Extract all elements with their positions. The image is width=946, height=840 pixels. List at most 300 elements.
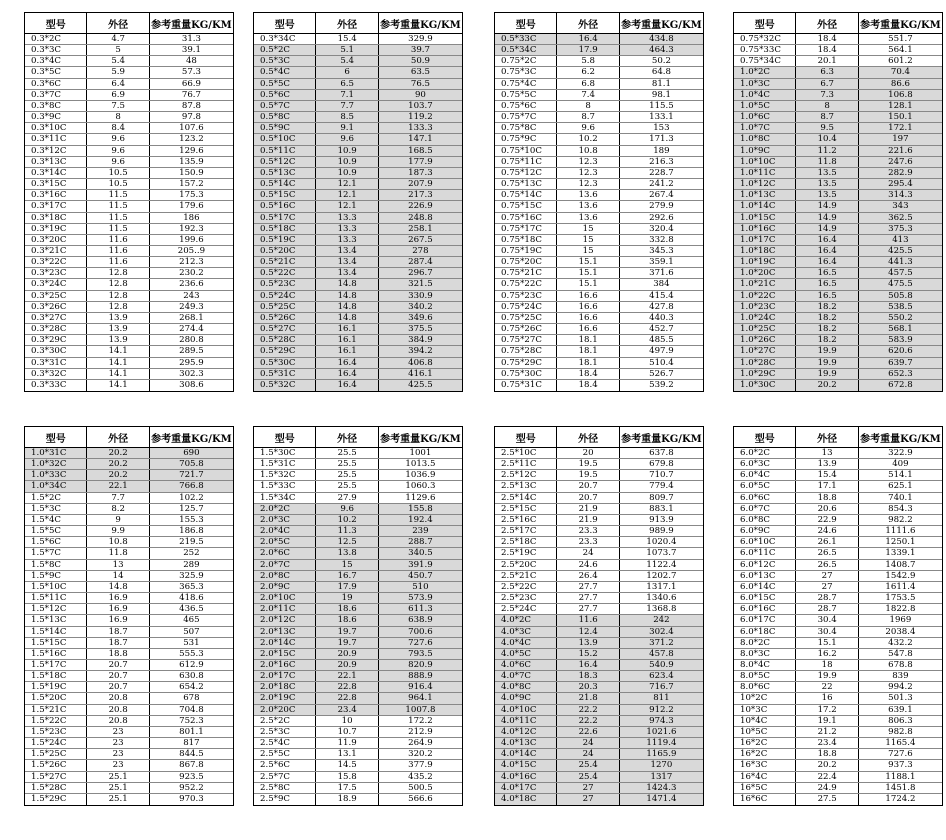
cell-weight: 638.9 (408, 615, 433, 626)
table-row (25, 604, 233, 615)
cell-model: 4.0*3C (495, 627, 557, 637)
cell-model: 0.3*5C (25, 67, 87, 77)
cell-weight: 1822.8 (885, 604, 916, 615)
cell-model: 0.3*13C (25, 157, 87, 167)
cell-model: 2.5*3C (254, 727, 316, 737)
cell-diameter: 16.1 (316, 324, 378, 334)
cell-weight: 727.6 (408, 637, 433, 648)
table-row (734, 615, 942, 626)
cell-model: 1.0*9C (734, 146, 796, 156)
table-row (25, 682, 233, 693)
cell-diameter: 9 (87, 515, 149, 525)
cell-model: 0.75*30C (495, 369, 557, 379)
cell-diameter: 10.9 (316, 157, 378, 167)
table-row (254, 123, 462, 134)
cell-diameter: 16.4 (796, 257, 858, 267)
table-row (495, 67, 703, 78)
cell-weight: 179.6 (179, 201, 204, 212)
cell-weight: 1753.5 (885, 593, 916, 604)
cell-diameter: 20.6 (796, 504, 858, 514)
table-row (734, 246, 942, 257)
cell-diameter: 23 (87, 727, 149, 737)
cell-model: 1.5*6C (25, 537, 87, 547)
cell-diameter: 30.4 (796, 615, 858, 625)
cell-model: 2.5*23C (495, 593, 557, 603)
table-row (734, 571, 942, 582)
cell-weight: 226.9 (408, 201, 433, 212)
cell-model: 2.0*10C (254, 593, 316, 603)
spec-table-1 (24, 12, 234, 392)
header-diameter: 外径 (87, 427, 149, 447)
table-row (495, 504, 703, 515)
cell-model: 0.75*33C (734, 45, 796, 55)
cell-weight: 500.5 (408, 782, 433, 793)
table-row (25, 134, 233, 145)
table-row (25, 279, 233, 290)
cell-model: 0.5*3C (254, 56, 316, 66)
table-row (734, 705, 942, 716)
table-row (495, 134, 703, 145)
table-row (734, 794, 942, 805)
cell-model: 1.5*20C (25, 693, 87, 703)
cell-model: 2.0*11C (254, 604, 316, 614)
cell-model: 1.0*30C (734, 380, 796, 391)
cell-diameter: 11.9 (316, 738, 378, 748)
cell-weight: 913.9 (649, 514, 674, 525)
cell-diameter: 10.7 (316, 727, 378, 737)
cell-weight: 531 (183, 637, 200, 648)
table-row (734, 358, 942, 369)
cell-model: 1.0*23C (734, 302, 796, 312)
table-row (25, 627, 233, 638)
cell-weight: 343 (892, 201, 909, 212)
cell-weight: 432.2 (888, 637, 913, 648)
table-row (734, 448, 942, 459)
header-weight: 参考重量KG/KM (380, 19, 461, 31)
cell-weight: 278 (412, 245, 429, 256)
table-row (25, 56, 233, 67)
table-row (734, 313, 942, 324)
cell-diameter: 24.6 (796, 526, 858, 536)
cell-model: 0.5*11C (254, 146, 316, 156)
cell-model: 1.5*34C (254, 493, 316, 503)
table-row (495, 324, 703, 335)
table-row (254, 749, 462, 760)
cell-diameter: 13.6 (557, 213, 619, 223)
cell-weight: 129.6 (179, 145, 204, 156)
cell-model: 2.5*8C (254, 783, 316, 793)
cell-model: 1.5*21C (25, 705, 87, 715)
cell-model: 1.5*29C (25, 794, 87, 805)
cell-diameter: 11.3 (316, 526, 378, 536)
cell-weight: 573.9 (408, 593, 433, 604)
table-row (25, 615, 233, 626)
cell-diameter: 15.1 (557, 257, 619, 267)
table-row (495, 749, 703, 760)
cell-diameter: 13 (796, 448, 858, 458)
cell-diameter: 6.9 (87, 90, 149, 100)
cell-weight: 883.1 (649, 503, 674, 514)
table-row (495, 201, 703, 212)
cell-diameter: 16.2 (796, 649, 858, 659)
cell-model: 4.0*6C (495, 660, 557, 670)
cell-weight: 583.9 (888, 335, 913, 346)
cell-weight: 66.9 (181, 78, 201, 89)
cell-model: 2.5*7C (254, 772, 316, 782)
header-weight: 参考重量KG/KM (621, 433, 702, 445)
cell-model: 0.75*20C (495, 257, 557, 267)
cell-weight: 345.3 (649, 245, 674, 256)
cell-model: 1.5*8C (25, 560, 87, 570)
cell-weight: 199.6 (179, 234, 204, 245)
cell-diameter: 23.4 (796, 738, 858, 748)
cell-model: 0.3*22C (25, 257, 87, 267)
table-row (734, 146, 942, 157)
table-row (25, 783, 233, 794)
cell-diameter: 14.1 (87, 358, 149, 368)
header-diameter: 外径 (796, 13, 858, 33)
cell-model: 0.5*32C (254, 380, 316, 391)
cell-diameter: 18.6 (316, 615, 378, 625)
cell-diameter: 15 (316, 560, 378, 570)
cell-diameter: 11.6 (87, 235, 149, 245)
cell-model: 6.0*5C (734, 481, 796, 491)
cell-weight: 793.5 (408, 648, 433, 659)
table-row (734, 324, 942, 335)
cell-weight: 809.7 (649, 492, 674, 503)
table-row (495, 146, 703, 157)
cell-diameter: 5.8 (557, 56, 619, 66)
cell-diameter: 22.8 (316, 693, 378, 703)
cell-model: 2.0*15C (254, 649, 316, 659)
cell-weight: 1013.5 (405, 459, 436, 470)
table-row (734, 760, 942, 771)
header-model: 型号 (495, 427, 557, 447)
cell-diameter: 23.3 (557, 537, 619, 547)
cell-model: 0.3*29C (25, 335, 87, 345)
cell-diameter: 10.5 (87, 179, 149, 189)
cell-model: 2.5*6C (254, 760, 316, 770)
cell-diameter: 25.1 (87, 772, 149, 782)
cell-diameter: 19.1 (796, 716, 858, 726)
cell-model: 2.5*21C (495, 571, 557, 581)
cell-diameter: 16.6 (557, 302, 619, 312)
cell-diameter: 28.7 (796, 593, 858, 603)
cell-weight: 716.7 (649, 682, 674, 693)
header-model: 型号 (734, 427, 796, 447)
cell-diameter: 27 (796, 582, 858, 592)
cell-weight: 740.1 (888, 492, 913, 503)
table-row (254, 157, 462, 168)
cell-diameter: 16.4 (316, 358, 378, 368)
cell-model: 0.75*26C (495, 324, 557, 334)
table-row (734, 749, 942, 760)
cell-model: 0.5*28C (254, 335, 316, 345)
cell-weight: 721.7 (179, 470, 204, 481)
cell-weight: 1007.8 (405, 704, 436, 715)
cell-diameter: 4.7 (87, 34, 149, 44)
cell-weight: 39.7 (410, 45, 430, 56)
cell-weight: 1451.8 (885, 782, 916, 793)
table-row (254, 593, 462, 604)
table-row (25, 79, 233, 90)
cell-diameter: 20.7 (87, 682, 149, 692)
cell-diameter: 25.5 (316, 470, 378, 480)
cell-diameter: 10.4 (796, 134, 858, 144)
cell-diameter: 18.7 (87, 627, 149, 637)
cell-diameter: 28.7 (796, 604, 858, 614)
cell-diameter: 20.8 (87, 716, 149, 726)
cell-weight: 916.4 (408, 682, 433, 693)
cell-model: 0.5*29C (254, 346, 316, 356)
cell-model: 0.5*25C (254, 302, 316, 312)
table-row (495, 459, 703, 470)
cell-weight: 268.1 (179, 312, 204, 323)
cell-weight: 128.1 (888, 100, 913, 111)
table-row (734, 649, 942, 660)
cell-weight: 391.9 (408, 559, 433, 570)
cell-diameter: 9.6 (316, 504, 378, 514)
cell-model: 16*3C (734, 760, 796, 770)
cell-weight: 620.6 (888, 346, 913, 357)
cell-weight: 964.1 (408, 693, 433, 704)
cell-weight: 70.4 (890, 67, 910, 78)
table-row (254, 213, 462, 224)
cell-weight: 440.3 (649, 312, 674, 323)
table-row (734, 515, 942, 526)
cell-weight: 811 (653, 693, 670, 704)
cell-weight: 937.3 (888, 760, 913, 771)
table-row (495, 358, 703, 369)
cell-diameter: 15 (557, 224, 619, 234)
header-diameter: 外径 (796, 427, 858, 447)
table-row (254, 56, 462, 67)
table-row (734, 380, 942, 391)
cell-diameter: 19.7 (316, 638, 378, 648)
spec-table-8 (733, 426, 943, 806)
cell-diameter: 21.8 (557, 693, 619, 703)
cell-diameter: 22.4 (796, 772, 858, 782)
table-row (495, 224, 703, 235)
cell-diameter: 11.5 (87, 224, 149, 234)
cell-diameter: 25.4 (557, 772, 619, 782)
cell-model: 4.0*13C (495, 738, 557, 748)
cell-diameter: 15.1 (796, 638, 858, 648)
header-diameter: 外径 (557, 13, 619, 33)
table-row (734, 548, 942, 559)
cell-model: 2.5*17C (495, 526, 557, 536)
cell-model: 1.0*13C (734, 190, 796, 200)
cell-diameter: 18.3 (557, 671, 619, 681)
table-row (495, 493, 703, 504)
cell-weight: 63.5 (410, 67, 430, 78)
table-row (495, 593, 703, 604)
cell-diameter: 6.4 (87, 79, 149, 89)
cell-weight: 1424.3 (646, 782, 677, 793)
cell-diameter: 8.7 (796, 112, 858, 122)
cell-weight: 81.1 (651, 78, 671, 89)
cell-weight: 1542.9 (885, 570, 916, 581)
cell-model: 0.75*31C (495, 380, 557, 391)
cell-weight: 923.5 (179, 771, 204, 782)
cell-diameter: 7.1 (316, 90, 378, 100)
table-row (254, 335, 462, 346)
table-row (734, 537, 942, 548)
table-row (25, 67, 233, 78)
table-row (495, 627, 703, 638)
cell-weight: 1001 (409, 448, 432, 458)
cell-diameter: 27 (557, 783, 619, 793)
cell-weight: 287.4 (408, 257, 433, 268)
table-row (254, 291, 462, 302)
cell-diameter: 26.1 (796, 537, 858, 547)
cell-weight: 679.8 (649, 459, 674, 470)
cell-model: 0.75*21C (495, 268, 557, 278)
cell-diameter: 13.9 (87, 324, 149, 334)
cell-diameter: 18.8 (87, 649, 149, 659)
cell-model: 1.0*26C (734, 335, 796, 345)
cell-diameter: 17.9 (557, 45, 619, 55)
table-row (495, 291, 703, 302)
table-header (254, 427, 462, 448)
table-row (25, 179, 233, 190)
cell-diameter: 14.9 (796, 213, 858, 223)
cell-weight: 39.1 (181, 45, 201, 56)
spec-table-6 (253, 426, 463, 806)
cell-model: 16*2C (734, 749, 796, 759)
cell-model: 1.0*27C (734, 346, 796, 356)
cell-diameter: 17.5 (316, 783, 378, 793)
table-row (254, 470, 462, 481)
table-row (25, 660, 233, 671)
cell-diameter: 15.1 (557, 268, 619, 278)
cell-model: 0.3*16C (25, 190, 87, 200)
cell-weight: 321.5 (408, 279, 433, 290)
cell-model: 0.75*10C (495, 146, 557, 156)
cell-diameter: 9.6 (557, 123, 619, 133)
cell-diameter: 13.4 (316, 246, 378, 256)
table-row (25, 649, 233, 660)
header-weight: 参考重量KG/KM (621, 19, 702, 31)
cell-weight: 192.3 (179, 223, 204, 234)
cell-model: 0.3*34C (254, 34, 316, 44)
table-row (254, 526, 462, 537)
table-row (25, 235, 233, 246)
cell-model: 1.0*32C (25, 459, 87, 469)
cell-diameter: 14.8 (316, 279, 378, 289)
table-row (25, 772, 233, 783)
cell-weight: 177.9 (408, 156, 433, 167)
table-row (254, 772, 462, 783)
cell-weight: 133.3 (408, 123, 433, 134)
cell-weight: 710.7 (649, 470, 674, 481)
table-row (495, 515, 703, 526)
cell-model: 1.5*10C (25, 582, 87, 592)
cell-diameter: 27.5 (796, 794, 858, 805)
table-row (25, 123, 233, 134)
cell-diameter: 22 (796, 682, 858, 692)
table-row (495, 79, 703, 90)
table-row (495, 649, 703, 660)
cell-weight: 434.8 (649, 34, 674, 44)
cell-weight: 133.1 (649, 112, 674, 123)
table-row (254, 671, 462, 682)
cell-diameter: 13.9 (87, 313, 149, 323)
cell-weight: 452.7 (649, 324, 674, 335)
cell-model: 2.0*17C (254, 671, 316, 681)
cell-diameter: 24 (557, 738, 619, 748)
cell-model: 1.0*14C (734, 201, 796, 211)
cell-diameter: 18.7 (87, 638, 149, 648)
table-row (495, 716, 703, 727)
cell-diameter: 21.2 (796, 727, 858, 737)
cell-weight: 189 (653, 145, 670, 156)
cell-model: 2.5*9C (254, 794, 316, 805)
table-row (495, 760, 703, 771)
table-row (495, 101, 703, 112)
cell-weight: 192.4 (408, 514, 433, 525)
cell-weight: 625.1 (888, 481, 913, 492)
cell-diameter: 11.5 (87, 201, 149, 211)
cell-model: 10*2C (734, 693, 796, 703)
cell-weight: 107.6 (179, 123, 204, 134)
header-weight: 参考重量KG/KM (380, 433, 461, 445)
cell-weight: 239 (412, 526, 429, 537)
cell-model: 6.0*14C (734, 582, 796, 592)
cell-diameter: 6.2 (557, 67, 619, 77)
cell-diameter: 12.1 (316, 201, 378, 211)
cell-weight: 267.4 (649, 190, 674, 201)
cell-weight: 2038.4 (885, 626, 916, 637)
cell-weight: 212.3 (179, 257, 204, 268)
cell-weight: 989.9 (649, 526, 674, 537)
cell-diameter: 8 (796, 101, 858, 111)
table-row (495, 369, 703, 380)
cell-weight: 288.7 (408, 537, 433, 548)
cell-model: 0.75*34C (734, 56, 796, 66)
cell-diameter: 24 (557, 548, 619, 558)
cell-weight: 639.1 (888, 704, 913, 715)
cell-weight: 752.3 (179, 715, 204, 726)
table-row (495, 190, 703, 201)
cell-weight: 186.8 (179, 526, 204, 537)
table-row (734, 168, 942, 179)
cell-weight: 510 (412, 581, 429, 592)
table-row (734, 213, 942, 224)
table-row (254, 459, 462, 470)
cell-weight: 216.3 (649, 156, 674, 167)
cell-weight: 217.3 (408, 190, 433, 201)
cell-model: 1.0*2C (734, 67, 796, 77)
spec-table-3 (494, 12, 704, 392)
cell-diameter: 18.1 (557, 335, 619, 345)
cell-diameter: 14.8 (316, 302, 378, 312)
cell-weight: 97.8 (181, 112, 201, 123)
cell-diameter: 15.2 (557, 649, 619, 659)
cell-diameter: 20.2 (87, 459, 149, 469)
table-row (254, 302, 462, 313)
cell-diameter: 21.9 (557, 504, 619, 514)
cell-diameter: 13 (87, 560, 149, 570)
cell-weight: 450.7 (408, 570, 433, 581)
table-row (254, 682, 462, 693)
table-row (254, 346, 462, 357)
cell-diameter: 27 (796, 571, 858, 581)
cell-model: 4.0*18C (495, 794, 557, 805)
cell-diameter: 20.8 (87, 705, 149, 715)
table-row (495, 257, 703, 268)
cell-weight: 157.2 (179, 179, 204, 190)
